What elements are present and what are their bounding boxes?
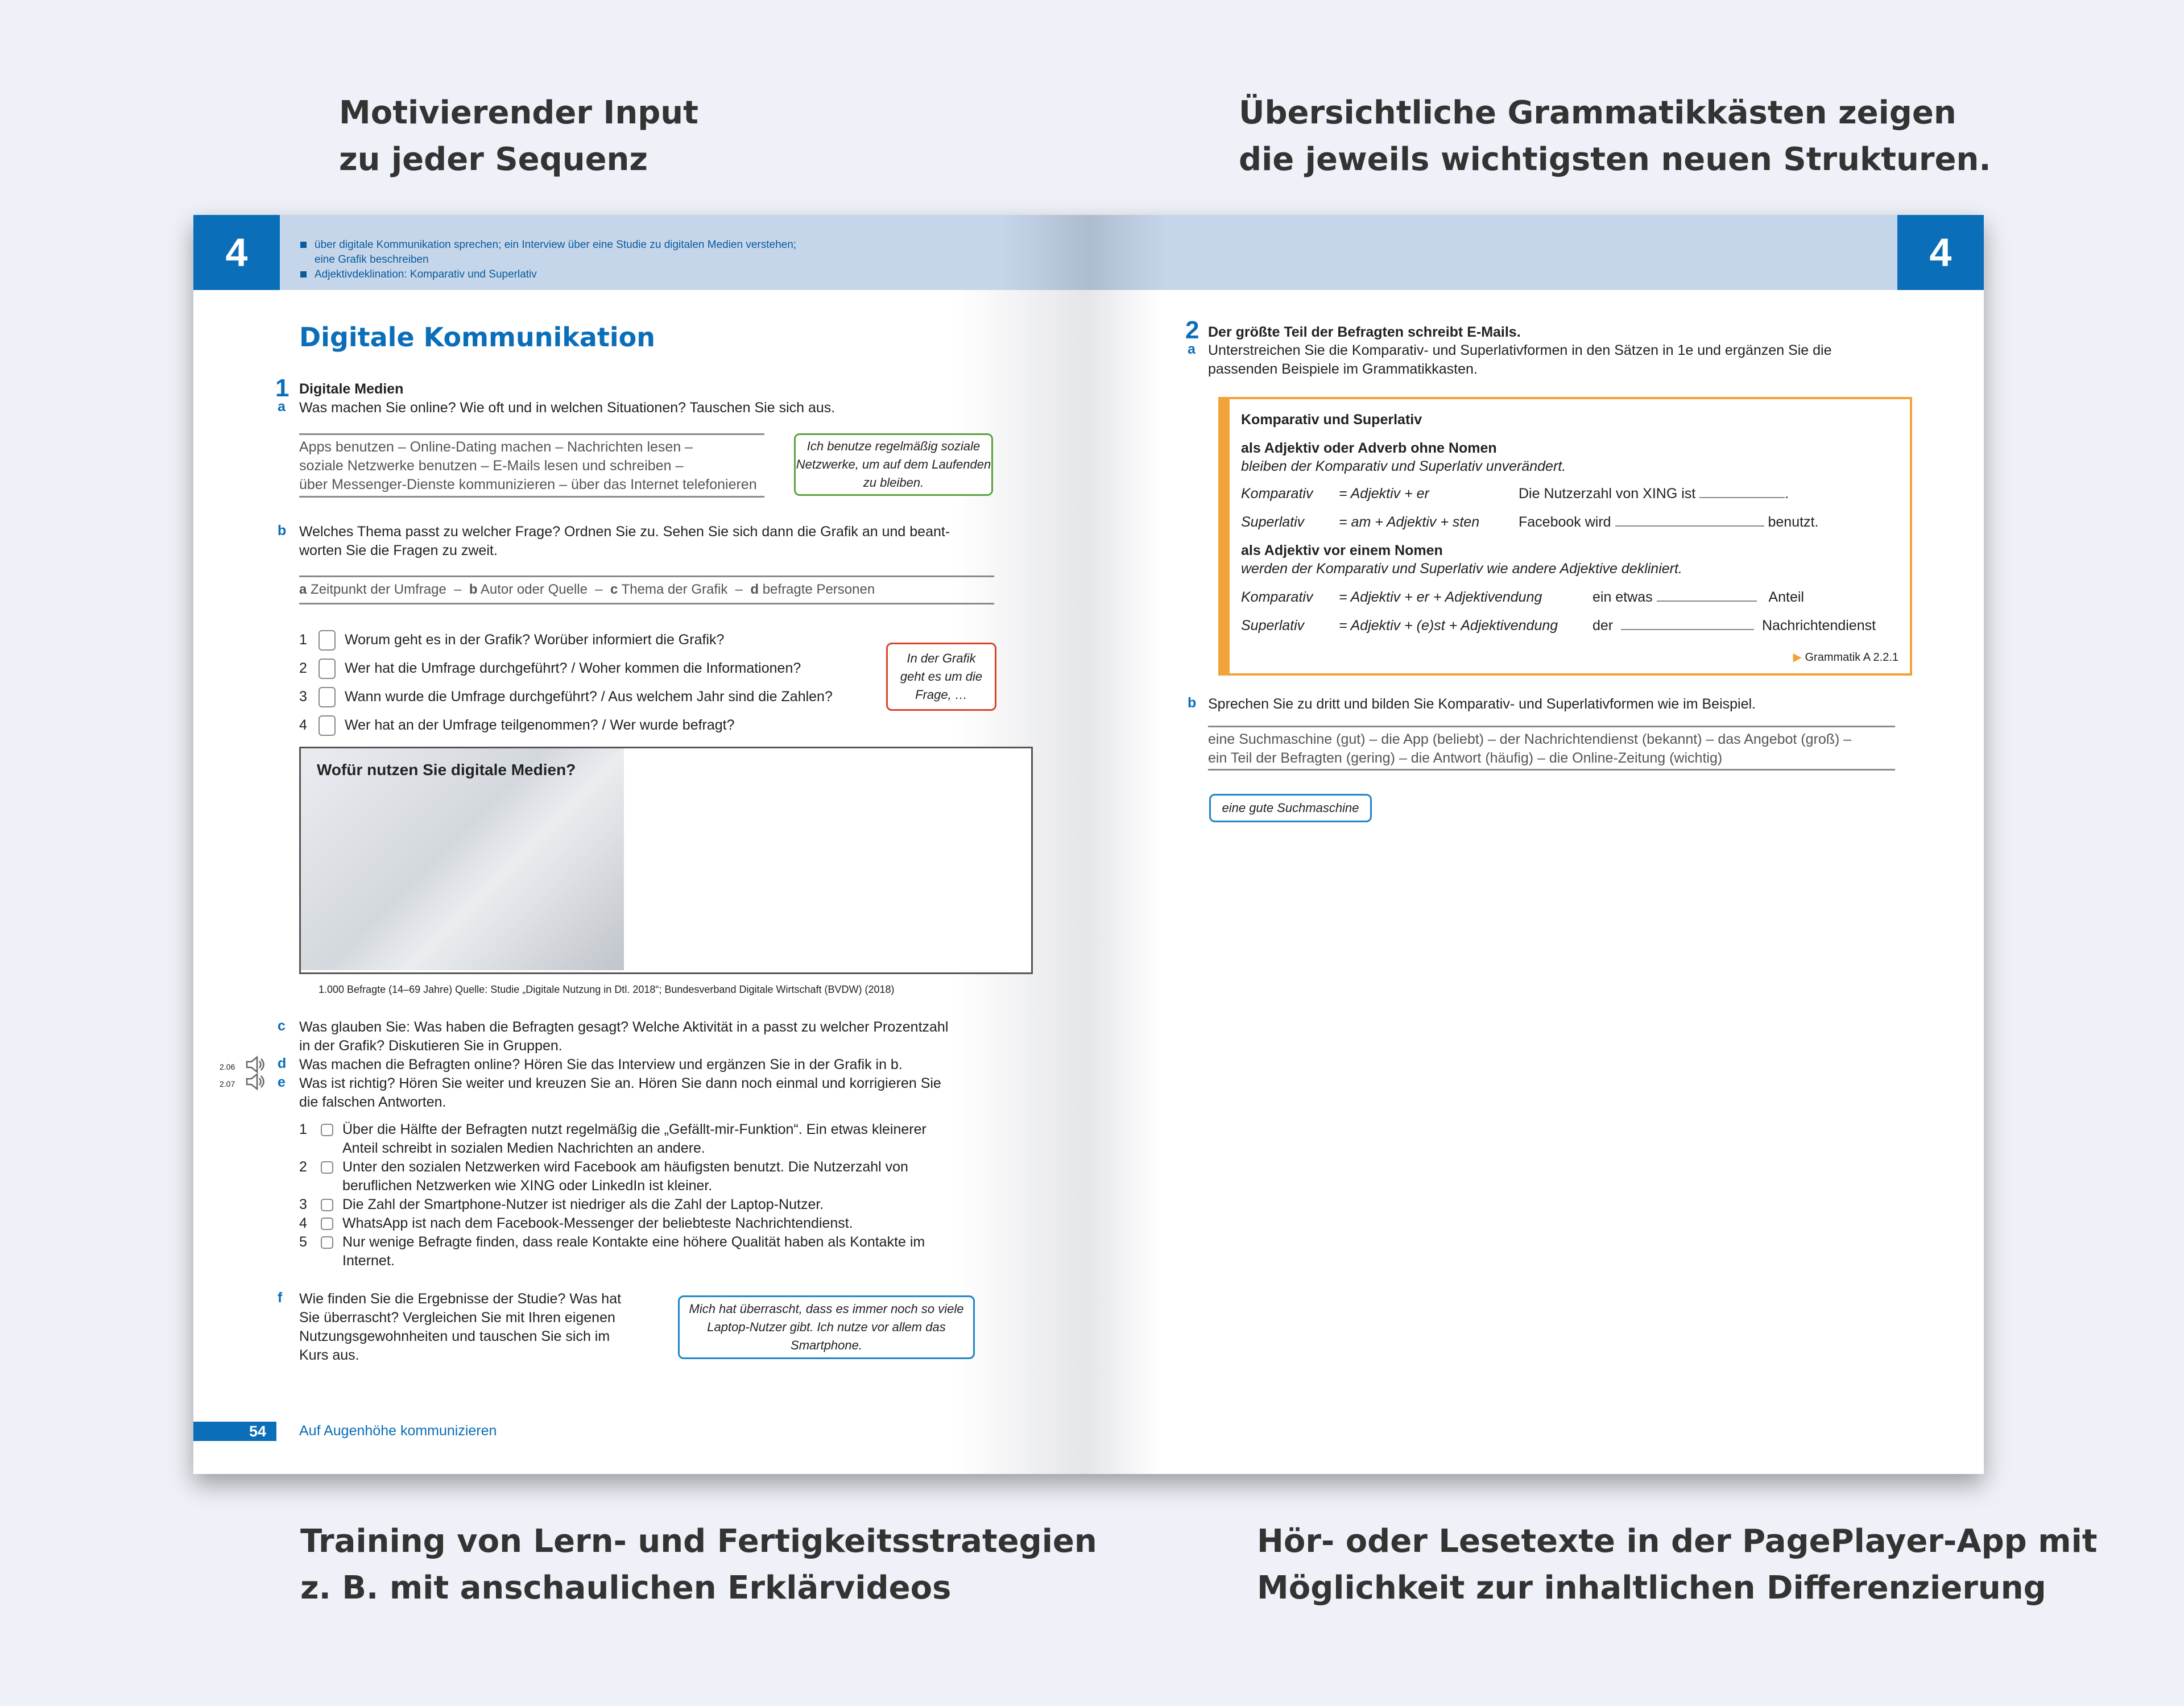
chapter-tab: 4 bbox=[1897, 215, 1984, 290]
fill-blank[interactable] bbox=[1621, 629, 1754, 630]
checkbox[interactable] bbox=[321, 1161, 333, 1174]
task-text: Sprechen Sie zu dritt und bilden Sie Komparativ- und Superlativformen wie im Beispiel. bbox=[1208, 696, 1756, 712]
book-spread bbox=[193, 215, 1984, 1474]
answer-box[interactable] bbox=[318, 659, 336, 679]
annotation-top-left: Motivierender Input zu jeder Sequenz bbox=[339, 94, 698, 178]
task-text: Unterstreichen Sie die Komparativ- und Superlativformen in den Sätzen in 1e und ergänzen Sie die passenden Beispiele im Grammatikkasten. bbox=[1208, 342, 1832, 377]
speaker-icon[interactable] bbox=[245, 1055, 265, 1074]
list-item: 5 Nur wenige Befragte finden, dass reale Kontakte eine höhere Qualität haben als Kontakte im Internet. bbox=[299, 1234, 925, 1269]
task-letter: a bbox=[278, 399, 286, 415]
list-item: 1 Über die Hälfte der Befragten nutzt regelmäßig die „Gefällt-mir-Funktion“. Ein etwas kleinerer Anteil schreibt in sozialen Medien Nachrichten an andere. bbox=[299, 1121, 926, 1156]
grammar-example: ein etwas Anteil bbox=[1592, 589, 1804, 605]
task-text: Was machen Sie online? Wie oft und in welchen Situationen? Tauschen Sie sich aus. bbox=[299, 400, 835, 416]
fill-blank[interactable] bbox=[1657, 601, 1757, 602]
left-page bbox=[193, 215, 1089, 1474]
grammar-reference: ▶ Grammatik A 2.2.1 bbox=[1793, 651, 1898, 664]
grammar-formula: = Adjektiv + er bbox=[1339, 486, 1429, 502]
list-item: 1 Worum geht es in der Grafik? Worüber informiert die Grafik? bbox=[299, 626, 833, 654]
question-list bbox=[299, 626, 833, 739]
activity-list: Apps benutzen – Online-Dating machen – Nachrichten lesen – soziale Netzwerke benutzen – E-Mails lesen und schreiben – über Messenger-Dienste kommunizieren – über das Internet telefonieren bbox=[299, 439, 757, 492]
task-letter: d bbox=[278, 1055, 287, 1071]
task-letter: b bbox=[278, 523, 287, 539]
grammar-label: Komparativ bbox=[1241, 589, 1313, 605]
exercise-heading: Der größte Teil der Befragten schreibt E-Mails. bbox=[1208, 324, 1521, 340]
chart-title: Wofür nutzen Sie digitale Medien? bbox=[317, 761, 576, 779]
task-text: Was machen die Befragten online? Hören Sie das Interview und ergänzen Sie in der Grafik in b. bbox=[299, 1057, 903, 1073]
list-item: 2 Wer hat die Umfrage durchgeführt? / Woher kommen die Informationen? bbox=[299, 654, 833, 682]
checkbox[interactable] bbox=[321, 1199, 333, 1211]
footer-title: Auf Augenhöhe kommunizieren bbox=[299, 1423, 497, 1439]
speech-bubble: In der Grafik geht es um die Frage, … bbox=[886, 643, 996, 711]
exercise-number: 2 bbox=[1185, 316, 1199, 344]
speech-bubble: Ich benutze regelmäßig soziale Netzwerke, um auf dem Laufenden zu bleiben. bbox=[794, 433, 993, 496]
annotation-bottom-right: Hör- oder Lesetexte in der PagePlayer-App mit Möglichkeit zur inhaltlichen Differenzierung bbox=[1257, 1523, 2098, 1606]
grammar-example: Die Nutzerzahl von XING ist . bbox=[1519, 486, 1789, 502]
grammar-subheading: als Adjektiv vor einem Nomen bbox=[1241, 543, 1443, 558]
statement-list bbox=[299, 1120, 926, 1270]
divider bbox=[299, 575, 994, 577]
grammar-example: Facebook wird benutzt. bbox=[1519, 514, 1819, 530]
task-text: Wie finden Sie die Ergebnisse der Studie? Was hat Sie überrascht? Vergleichen Sie mit Ihren eigenen Nutzungsgewohnheiten und tauschen Sie sich im Kurs aus. bbox=[299, 1291, 622, 1363]
answer-box[interactable] bbox=[318, 715, 336, 736]
audio-track: 2.06 bbox=[220, 1062, 235, 1071]
list-item: 2 Unter den sozialen Netzwerken wird Facebook am häufigsten benutzt. Die Nutzerzahl von beruflichen Netzwerken wie XING oder LinkedIn ist kleiner. bbox=[299, 1159, 908, 1194]
list-item: 3 Wann wurde die Umfrage durchgeführt? / Aus welchem Jahr sind die Zahlen? bbox=[299, 682, 833, 711]
task-letter: f bbox=[278, 1290, 283, 1306]
grammar-note: werden der Komparativ und Superlativ wie andere Adjektive dekliniert. bbox=[1241, 561, 1682, 577]
objectives-list: über digitale Kommunikation sprechen; ein Interview über eine Studie zu digitalen Medien verstehen; eine Grafik beschreiben Adjektivdeklination: Komparativ und Superlativ bbox=[300, 238, 796, 282]
grammar-formula: = Adjektiv + (e)st + Adjektivendung bbox=[1339, 618, 1558, 633]
header-band bbox=[1089, 215, 1984, 290]
topic-list: a Zeitpunkt der Umfrage – b Autor oder Quelle – c Thema der Grafik – d befragte Personen bbox=[299, 582, 875, 597]
divider bbox=[299, 433, 764, 435]
list-item: 3 Die Zahl der Smartphone-Nutzer ist niedriger als die Zahl der Laptop-Nutzer. bbox=[299, 1196, 824, 1212]
list-item: 4 WhatsApp ist nach dem Facebook-Messenger der beliebteste Nachrichtendienst. bbox=[299, 1215, 853, 1231]
divider bbox=[299, 496, 764, 498]
exercise-number: 1 bbox=[275, 374, 289, 402]
grammar-note: bleiben der Komparativ und Superlativ unverändert. bbox=[1241, 458, 1566, 474]
divider bbox=[1208, 769, 1895, 771]
right-page bbox=[1089, 215, 1984, 1474]
annotation-bottom-left: Training von Lern- und Fertigkeitsstrategien z. B. mit anschaulichen Erklärvideos bbox=[300, 1523, 1097, 1606]
annotation-top-right: Übersichtliche Grammatikkästen zeigen die jeweils wichtigsten neuen Strukturen. bbox=[1239, 94, 1991, 178]
task-letter: a bbox=[1188, 341, 1196, 357]
word-list: eine Suchmaschine (gut) – die App (beliebt) – der Nachrichtendienst (bekannt) – das Angebot (groß) – ein Teil der Befragten (gering) – die Antwort (häufig) – die Online-Zeitung (wichtig) bbox=[1208, 731, 1852, 766]
fill-blank[interactable] bbox=[1699, 497, 1785, 498]
grammar-formula: = Adjektiv + er + Adjektivendung bbox=[1339, 589, 1542, 605]
answer-box[interactable] bbox=[318, 630, 336, 651]
task-text: Was ist richtig? Hören Sie weiter und kreuzen Sie an. Hören Sie dann noch einmal und korrigieren Sie die falschen Antworten. bbox=[299, 1075, 941, 1110]
bullet-icon bbox=[300, 242, 307, 248]
audio-track: 2.07 bbox=[220, 1079, 235, 1088]
bullet-icon bbox=[300, 271, 307, 278]
divider bbox=[299, 603, 994, 604]
grammar-example: der Nachrichtendienst bbox=[1592, 618, 1876, 633]
grammar-subheading: als Adjektiv oder Adverb ohne Nomen bbox=[1241, 440, 1497, 456]
task-letter: e bbox=[278, 1074, 286, 1090]
fill-blank[interactable] bbox=[1615, 525, 1764, 527]
speech-bubble: Mich hat überrascht, dass es immer noch so viele Laptop-Nutzer gibt. Ich nutze vor allem das Smartphone. bbox=[678, 1295, 975, 1359]
checkbox[interactable] bbox=[321, 1124, 333, 1136]
page-title: Digitale Kommunikation bbox=[299, 322, 655, 353]
task-letter: b bbox=[1188, 695, 1197, 711]
grammar-label: Superlativ bbox=[1241, 514, 1305, 530]
speaker-icon[interactable] bbox=[245, 1073, 265, 1091]
checkbox[interactable] bbox=[321, 1236, 333, 1249]
list-item: 4 Wer hat an der Umfrage teilgenommen? / Wer wurde befragt? bbox=[299, 711, 833, 739]
task-letter: c bbox=[278, 1018, 286, 1034]
chapter-tab: 4 bbox=[193, 215, 280, 290]
arrow-icon: ▶ bbox=[1793, 651, 1802, 664]
task-text: Welches Thema passt zu welcher Frage? Ordnen Sie zu. Sehen Sie sich dann die Grafik an und beant- worten Sie die Fragen zu zweit. bbox=[299, 524, 950, 558]
chart-source: 1.000 Befragte (14–69 Jahre) Quelle: Studie „Digitale Nutzung in Dtl. 2018“; Bundesverband Digitale Wirtschaft (BVDW) (2018) bbox=[318, 984, 895, 995]
speech-bubble: eine gute Suchmaschine bbox=[1209, 794, 1372, 822]
answer-box[interactable] bbox=[318, 687, 336, 707]
task-text: Was glauben Sie: Was haben die Befragten gesagt? Welche Aktivität in a passt zu welcher Prozentzahl in der Grafik? Diskutieren Sie in Gruppen. bbox=[299, 1019, 949, 1054]
chart-plot bbox=[301, 748, 1031, 976]
exercise-heading: Digitale Medien bbox=[299, 381, 404, 397]
grammar-box bbox=[1218, 397, 1912, 676]
checkbox[interactable] bbox=[321, 1218, 333, 1230]
page-number: 54 bbox=[193, 1422, 276, 1441]
grammar-title: Komparativ und Superlativ bbox=[1241, 412, 1422, 428]
divider bbox=[1208, 726, 1895, 727]
chart-figure bbox=[299, 747, 1033, 974]
grammar-label: Komparativ bbox=[1241, 486, 1313, 502]
grammar-formula: = am + Adjektiv + sten bbox=[1339, 514, 1480, 530]
grammar-label: Superlativ bbox=[1241, 618, 1305, 633]
